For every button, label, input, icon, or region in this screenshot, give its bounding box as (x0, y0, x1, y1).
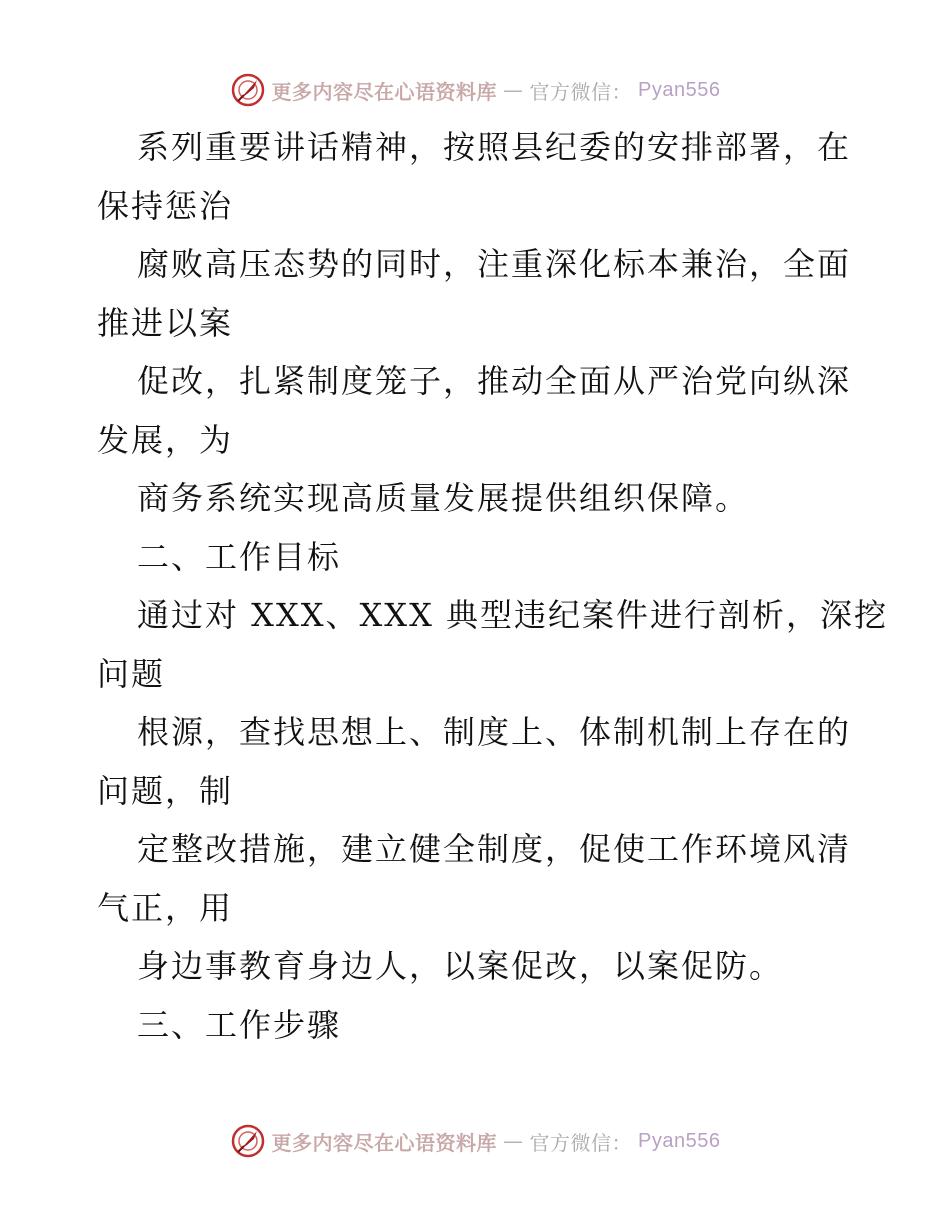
text-line: 促改，扎紧制度笼子，推动全面从严治党向纵深 (137, 362, 852, 400)
watermark-label: 官方微信： (529, 1130, 633, 1155)
header-watermark (0, 72, 950, 108)
text-line: 系列重要讲话精神，按照县纪委的安排部署，在 (137, 128, 852, 166)
text-line: 身边事教育身边人，以案促改，以案促防。 (137, 947, 784, 985)
footer-watermark (0, 1123, 950, 1159)
watermark-site-text: 更多内容尽在心语资料库 (271, 1130, 498, 1155)
quill-logo-icon (230, 1123, 266, 1159)
text-line: 商务系统实现高质量发展提供组织保障。 (137, 479, 750, 517)
text-line: 发展，为 (97, 420, 234, 459)
text-line: 腐败高压态势的同时，注重深化标本兼治，全面 (137, 245, 852, 283)
text-line: 根源，查找思想上、制度上、体制机制上存在的 (137, 713, 852, 751)
text-line: 通过对 XXX、XXX 典型违纪案件进行剖析，深挖 (137, 596, 889, 634)
section-heading: 二、工作目标 (137, 537, 342, 576)
watermark-separator: — (503, 78, 524, 102)
watermark-site-text: 更多内容尽在心语资料库 (271, 79, 498, 104)
watermark-wechat-id: Pyan556 (638, 1129, 721, 1152)
watermark-separator: — (503, 1129, 524, 1153)
text-line: 推进以案 (97, 303, 234, 342)
quill-logo-icon (230, 72, 266, 108)
section-heading: 三、工作步骤 (137, 1005, 342, 1044)
text-line: 保持惩治 (97, 186, 234, 225)
watermark-wechat-id: Pyan556 (638, 78, 721, 101)
text-line: 定整改措施，建立健全制度，促使工作环境风清 (137, 830, 852, 868)
text-line: 问题 (97, 654, 166, 693)
document-body (97, 118, 889, 1054)
watermark-label: 官方微信： (529, 79, 633, 104)
text-line: 气正，用 (97, 888, 234, 927)
text-line: 问题，制 (97, 771, 234, 810)
